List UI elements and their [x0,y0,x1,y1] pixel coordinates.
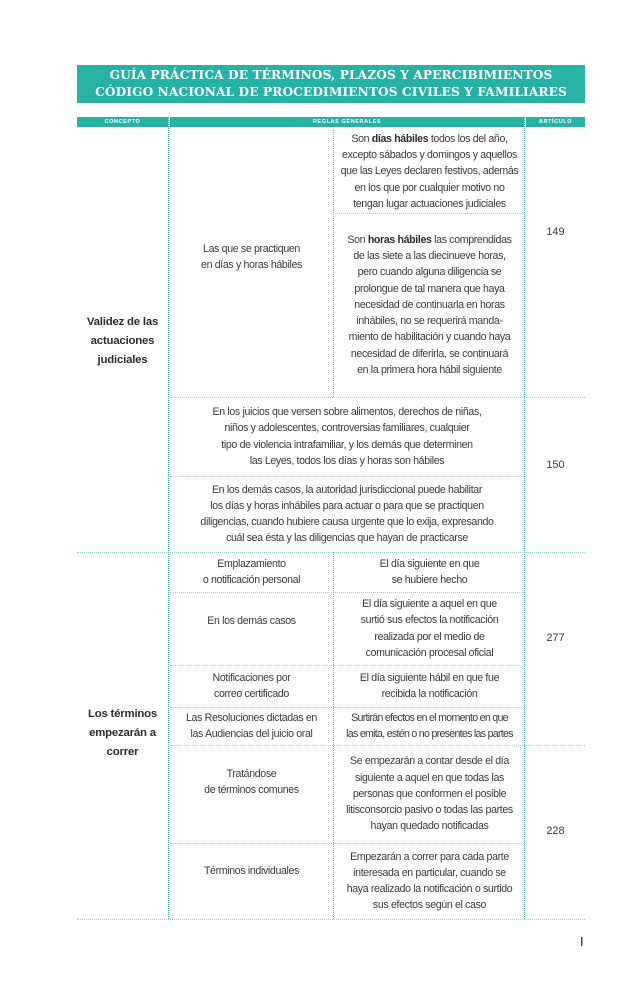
column-divider-rules-2 [333,552,334,919]
rule-resoluciones-audiencias: Surtirán efectos en el momento en que las emita, estén o no presentes las partes [346,711,513,740]
article-149: 149 [546,225,565,238]
sub-dias-horas-habiles: Las que se practiquen en días y horas hábiles [201,242,302,271]
concept-validez: Validez de las actuaciones judiciales [86,315,159,366]
title-line-1: GUÍA PRÁCTICA DE TÉRMINOS, PLAZOS Y APERCIBIMIENTOS [109,68,553,82]
header-articulo: ARTÍCULO [526,117,585,127]
rule-horas-habiles: Son horas hábiles las comprendidas de las siete a las diecinueve horas, pero cuando alguna diligencia se prolongue de tal manera que haya necesidad de continuarla en horas inhábiles, no se requerirá manda- miento de habilitación y cuando haya necesidad de diferirla, se continuará en la primera hora hábil siguiente [347,234,512,376]
header-reglas-generales: REGLAS GENERALES [170,117,524,127]
table-bottom-line [77,919,585,920]
page-number: I [580,934,584,949]
concept-terminos-correr: Los términos empezarán a correr [87,707,158,758]
article-277: 277 [546,631,565,644]
title-line-2: CÓDIGO NACIONAL DE PROCEDIMIENTOS CIVILES Y FAMILIARES [95,85,567,99]
header-concepto: CONCEPTO [77,117,168,127]
sub-resoluciones-audiencias: Las Resoluciones dictadas en las Audiencias del juicio oral [186,711,317,740]
guide-title [77,65,585,103]
rule-dias-habiles: Son días hábiles todos los del año, excepto sábados y domingos y aquellos que las Leyes declaren festivos, además en los que por cualquier motivo no tengan lugar actuaciones judiciales [340,132,519,210]
rule-correo-certificado: El día siguiente hábil en que fue recibida la notificación [359,671,500,700]
rule-demas-casos: El día siguiente a aquel en que surtió sus efectos la notificación realizada por el medio de comunicación procesal oficial [360,598,499,659]
sub-terminos-individuales: Términos individuales [203,864,300,877]
article-150: 150 [546,458,565,471]
sub-terminos-comunes: Tratándose de términos comunes [204,767,299,796]
rule-demas-casos-habilitar: En los demás casos, la autoridad jurisdiccional puede habilitar los días y horas inhábiles para actuar o para que se practiquen diligencias, cuando hubiere causa urgente que lo exija, expresando cuál sea ésta y las diligencias que hayan de practicarse [200,483,494,545]
sub-demas-casos: En los demás casos [207,614,296,627]
column-divider-rules-1 [333,130,334,397]
rule-terminos-individuales: Empezarán a correr para cada parte interesada en particular, cuando se haya realizado la notificación o surtido sus efectos según el caso [346,850,513,912]
rule-terminos-comunes: Se empezarán a contar desde el día siguiente a aquel en que todas las personas que conformen el posible litisconsorcio pasivo o todas las partes hayan quedado notificadas [346,755,513,833]
column-divider-articulo [524,117,525,919]
sub-emplazamiento: Emplazamiento o notificación personal [202,557,301,586]
rule-emplazamiento: El día siguiente en que se hubiere hecho [379,557,480,586]
article-228: 228 [546,824,565,837]
column-divider-concepto [168,117,169,919]
sub-correo-certificado: Notificaciones por correo certificado [212,671,291,700]
rule-juicios-familiares: En los juicios que versen sobre alimentos, derechos de niñas, niños y adolescentes, controversias familiares, cualquier tipo de violencia intrafamiliar, y los demás que determinen las Leyes, todos los días y horas son hábiles [212,406,482,467]
